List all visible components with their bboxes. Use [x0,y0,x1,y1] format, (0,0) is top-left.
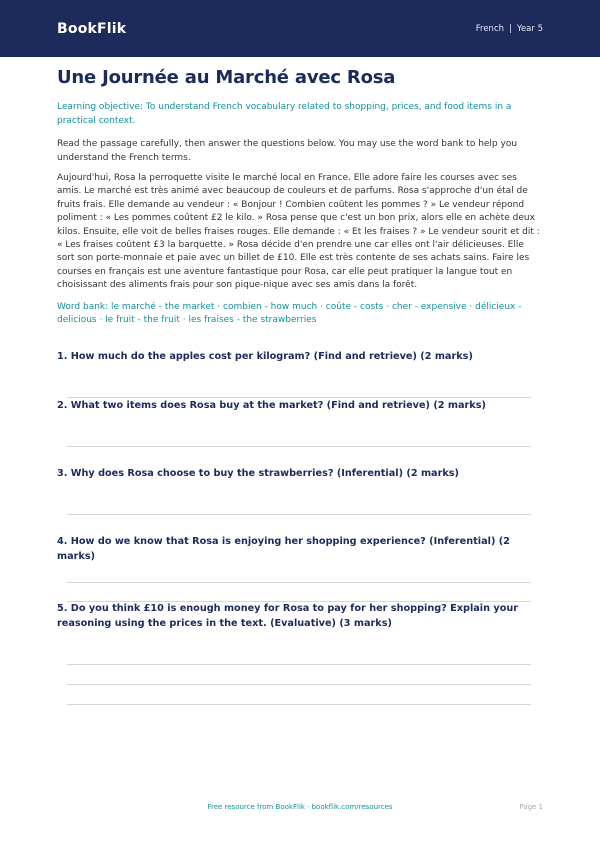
worksheet-body [57,57,543,328]
answer-line[interactable] [67,704,531,705]
year-label: Year 5 [516,23,543,34]
page-header [0,0,600,57]
header-separator: | [509,23,512,34]
answer-line[interactable] [67,684,531,685]
learning-objective: Learning objective: To understand French vocabulary related to shopping, prices, and food items in a practical context. [57,102,512,126]
page-title: Une Journée au Marché avec Rosa [57,67,396,88]
question-4: 4. How do we know that Rosa is enjoying her shopping experience? (Inferential) (2 marks) [57,536,510,562]
answer-line[interactable] [67,514,531,515]
footer-credit-link[interactable]: Free resource from BookFlik · bookflik.com/resources [207,803,393,811]
answer-line[interactable] [67,446,531,447]
instructions: Read the passage carefully, then answer the questions below. You may use the word bank to help you understand the French terms. [57,139,518,163]
page-number: Page 1 [519,803,543,811]
word-bank: Word bank: le marché - the market · combien - how much · coûte - costs · cher - expensive · délicieux - delicious · le fruit - the fruit · les fraises - the strawberries [57,301,522,326]
question-2: 2. What two items does Rosa buy at the market? (Find and retrieve) (2 marks) [57,400,486,411]
reading-passage: Aujourd'hui, Rosa la perroquette visite le marché local en France. Elle adore faire les courses avec ses amis. Le marché est très animé avec beaucoup de couleurs et de parfums. Rosa s'approche d'un étal de fruits frais. Elle demande au vendeur : « Bonjour ! Combien coûtent les pommes ? » Le vendeur répond poliment : « Les pommes coûtent £2 le kilo. » Rosa pense que c'est un bon prix, alors elle en achète deux kilos. Ensuite, elle voit de belles fraises rouges. Elle demande : « Et les fraises ? » Le vendeur sourit et dit : « Les fraises coûtent £3 la barquette. » Rosa décide d'en prendre une car elles ont l'air délicieuses. Elle sort son porte-monnaie et paie avec un billet de £10. Elle est très contente de ses achats sains. Faire les courses en français est une aventure fantastique pour Rosa, car elle peut pratiquer la langue tout en choisissant des aliments frais pour son pique-nique avec ses amis dans la forêt. [57,173,540,291]
brand-logo: BookFlik [57,20,127,37]
subject-year-label [476,24,543,34]
question-3: 3. Why does Rosa choose to buy the strawberries? (Inferential) (2 marks) [57,468,459,479]
subject-label: French [475,23,505,34]
question-5: 5. Do you think £10 is enough money for Rosa to pay for her shopping? Explain your reasoning using the prices in the text. (Evaluative) (3 marks) [57,603,519,629]
question-1: 1. How much do the apples cost per kilogram? (Find and retrieve) (2 marks) [57,351,473,362]
answer-line[interactable] [67,664,531,665]
answer-line[interactable] [67,582,531,583]
